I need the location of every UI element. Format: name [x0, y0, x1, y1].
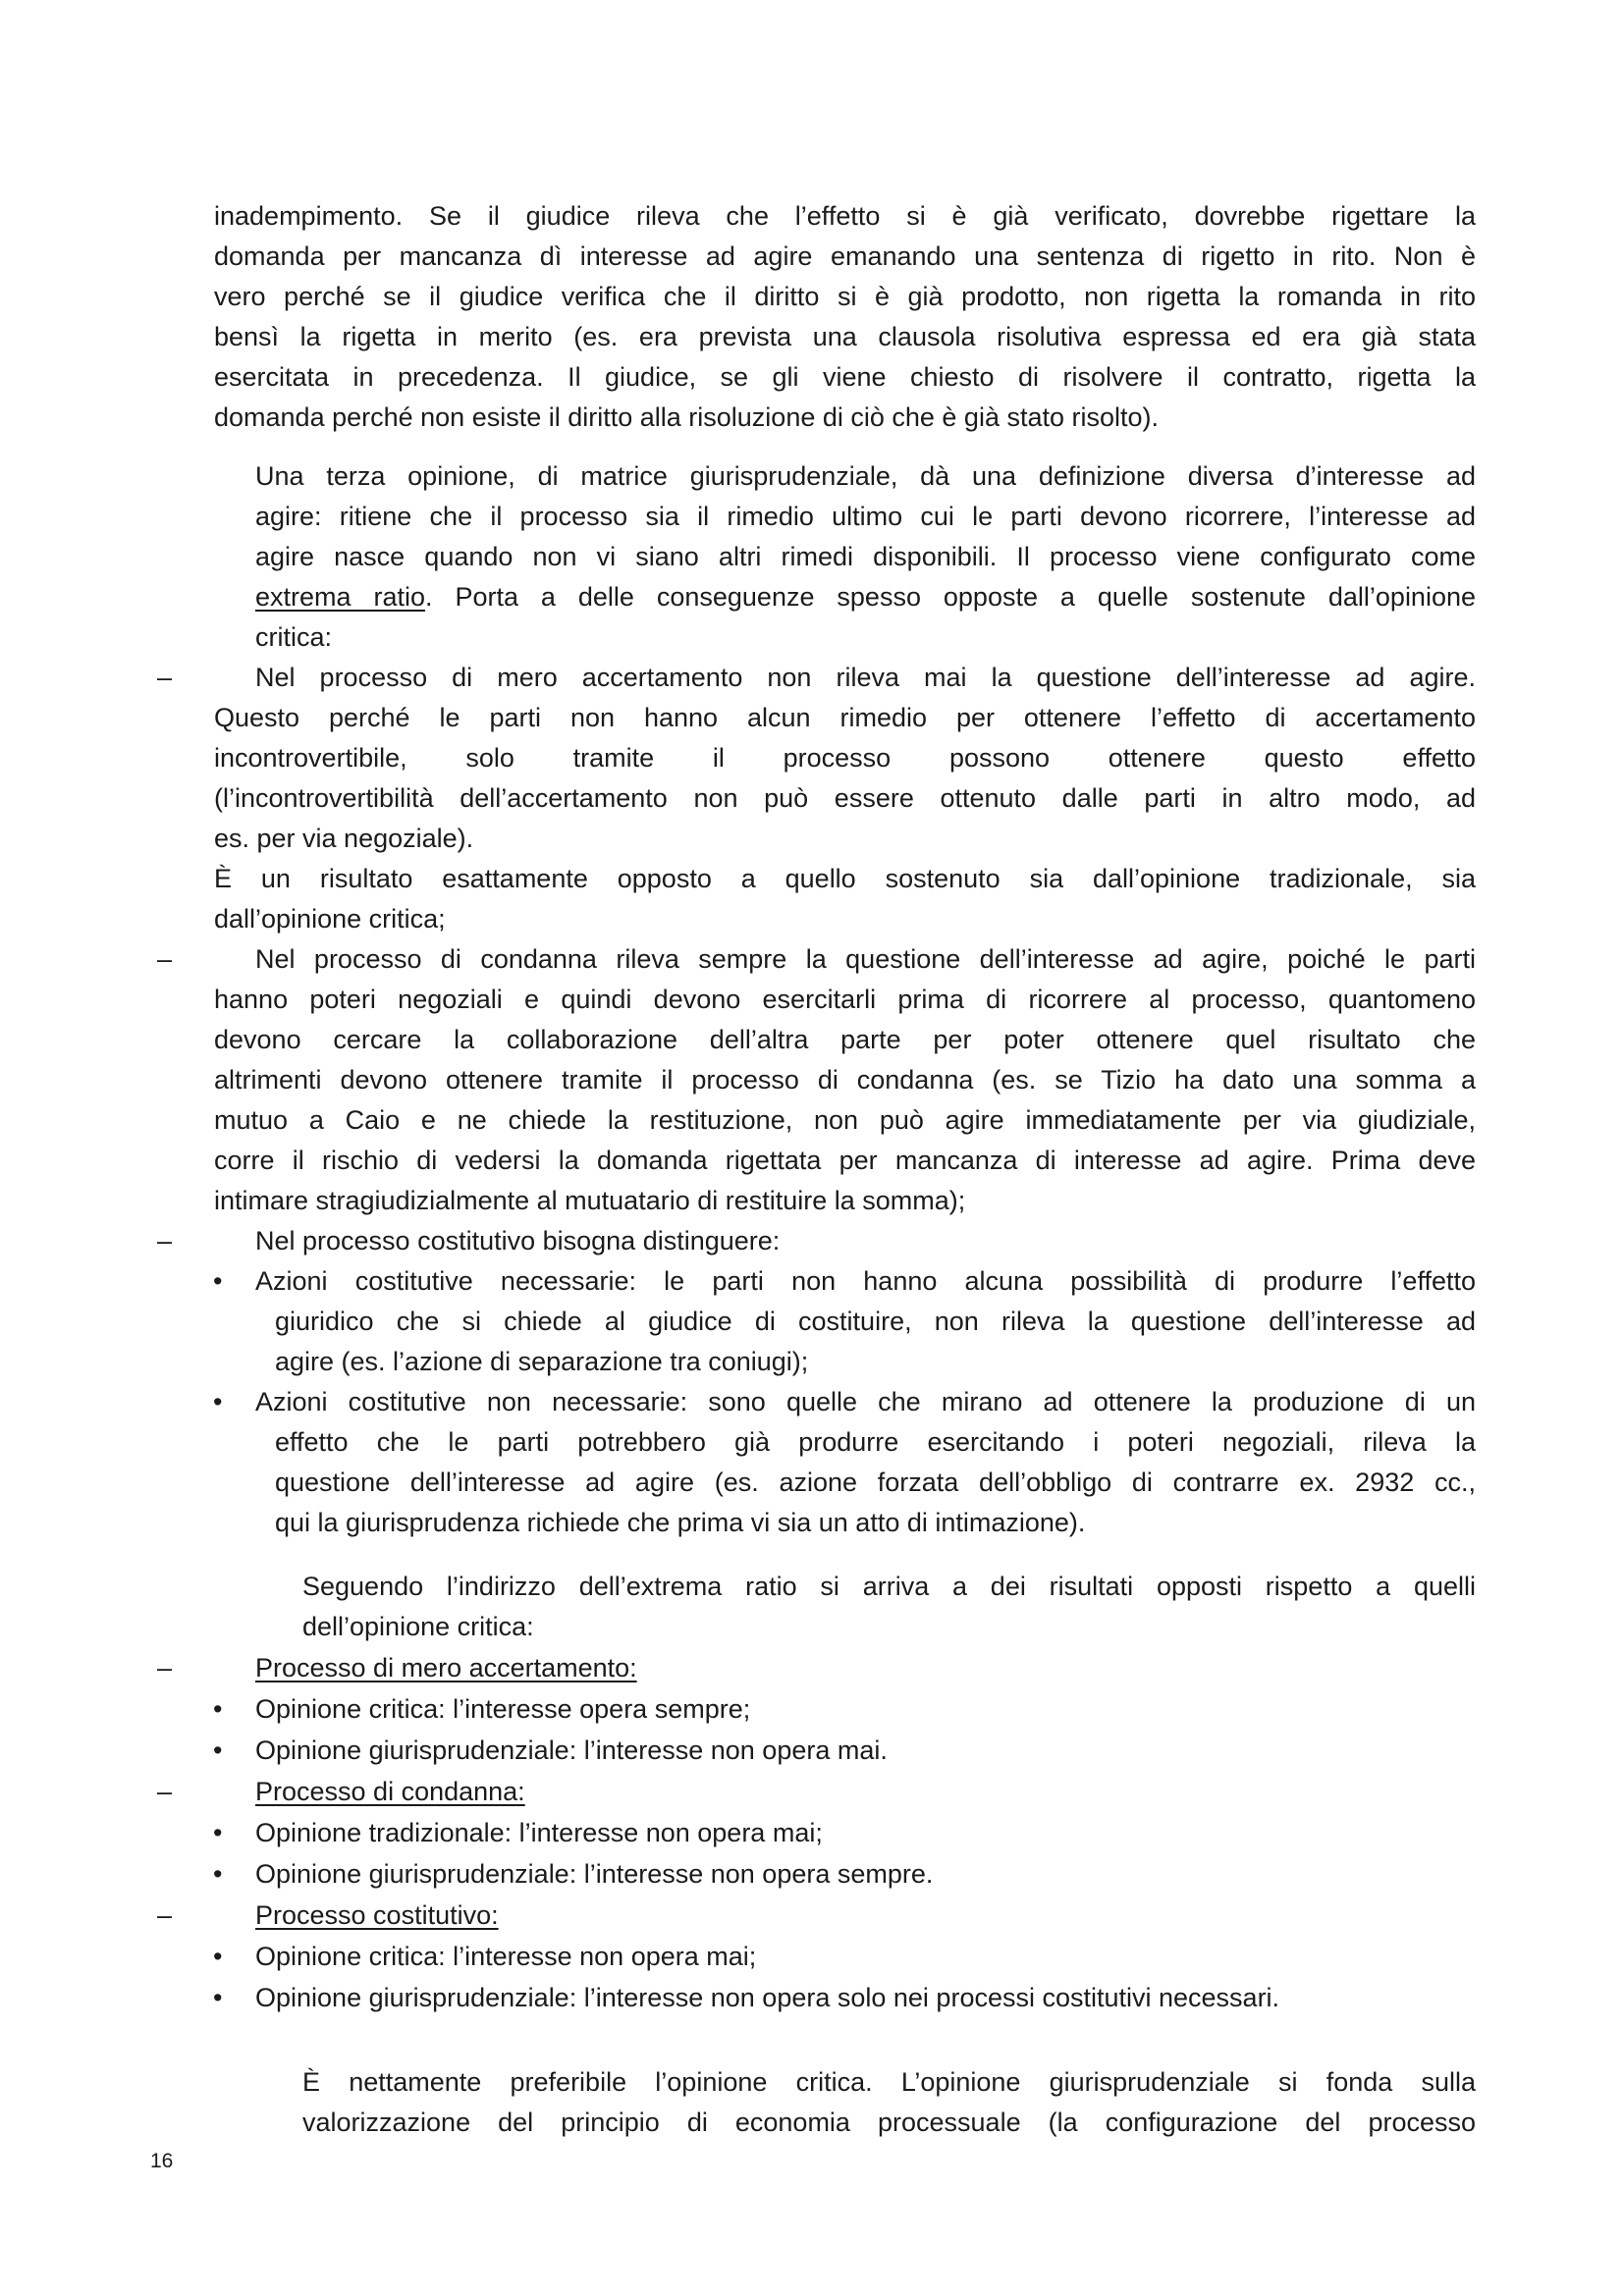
bullet-marker: • [213, 1387, 223, 1416]
bullet-marker: • [213, 1694, 223, 1724]
text-line: Questo perché le parti non hanno alcun rimedio per ottenere l’effetto di accertamento [214, 703, 1476, 732]
text-line: intimare stragiudizialmente al mutuatario di restituire la somma); [214, 1186, 966, 1215]
list-item-dash [157, 1221, 1476, 1261]
text-line: hanno poteri negoziali e quindi devono esercitarli prima di ricorrere al processo, quantomeno [214, 985, 1476, 1014]
text-line: incontrovertibile, solo tramite il processo possono ottenere questo effetto [214, 743, 1476, 773]
dash-marker: – [157, 944, 173, 974]
text-segment: Opinione tradizionale: l’interesse non opera mai; [255, 1818, 823, 1847]
text-segment: Nel processo di condanna rileva sempre la questione dell’interesse ad agire, poiché le parti [255, 944, 1476, 974]
text-line: agire: ritiene che il processo sia il rimedio ultimo cui le parti devono ricorrere, l’interesse ad [255, 502, 1476, 531]
text-segment: Nel processo costitutivo bisogna distinguere: [255, 1226, 781, 1255]
text-segment: Azioni costitutive necessarie: le parti non hanno alcuna possibilità di produrre l’effetto [255, 1266, 1476, 1296]
text-line: Una terza opinione, di matrice giurisprudenziale, dà una definizione diversa d’interesse ad [255, 461, 1476, 491]
text-line: domanda perché non esiste il diritto alla risoluzione di ciò che è già stato risolto). [214, 402, 1160, 432]
list-item-bullet [213, 1261, 1476, 1302]
bullet-marker: • [213, 1983, 223, 2012]
text-line: agire (es. l’azione di separazione tra coniugi); [275, 1347, 809, 1376]
text-segment: Azioni costitutive non necessarie: sono quelle che mirano ad ottenere la produzione di un [255, 1387, 1476, 1416]
page-body [0, 196, 1623, 2143]
section-heading: Processo di mero accertamento: [255, 1653, 637, 1682]
text-line: qui la giurisprudenza richiede che prima vi sia un atto di intimazione). [275, 1508, 1086, 1537]
text-line: altrimenti devono ottenere tramite il processo di condanna (es. se Tizio ha dato una somma a [214, 1065, 1476, 1095]
text-line: mutuo a Caio e ne chiede la restituzione, non può agire immediatamente per via giudiziale, [214, 1105, 1476, 1135]
list-item-bullet [213, 1688, 1476, 1730]
section-heading: Processo di condanna: [255, 1777, 525, 1806]
dash-marker: – [157, 1226, 173, 1255]
text-line: valorizzazione del principio di economia processuale (la configurazione del processo [302, 2108, 1476, 2137]
dash-marker: – [157, 1777, 173, 1806]
list-item-bullet [213, 1936, 1476, 1977]
text-segment: Opinione giurisprudenziale: l’interesse non opera sempre. [255, 1859, 934, 1889]
text-segment: Opinione giurisprudenziale: l’interesse non opera solo nei processi costitutivi necessari. [255, 1983, 1280, 2012]
text-line: inadempimento. Se il giudice rileva che l’effetto si è già verificato, dovrebbe rigettare la [214, 201, 1476, 231]
bullet-marker: • [213, 1942, 223, 1971]
text-segment: Opinione critica: l’interesse opera sempre; [255, 1694, 751, 1724]
text-line: critica: [255, 622, 333, 652]
list-item-bullet [213, 1853, 1476, 1895]
bullet-marker: • [213, 1818, 223, 1847]
text-segment: Opinione critica: l’interesse non opera mai; [255, 1942, 757, 1971]
text-line: domanda per mancanza dì interesse ad agire emanando una sentenza di rigetto in rito. Non è [214, 241, 1476, 271]
text-line: È nettamente preferibile l’opinione critica. L’opinione giurisprudenziale si fonda sulla [302, 2067, 1476, 2097]
summary-heading [157, 1895, 1476, 1936]
text-line: È un risultato esattamente opposto a quello sostenuto sia dall’opinione tradizionale, sia [214, 864, 1476, 893]
text-line: Seguendo l’indirizzo dell’extrema ratio si arriva a dei risultati opposti rispetto a quelli [302, 1572, 1476, 1601]
text-segment: . Porta a delle conseguenze spesso opposte a quelle sostenute dall’opinione [425, 582, 1476, 612]
text-line: effetto che le parti potrebbero già produrre esercitando i poteri negoziali, rileva la [275, 1427, 1476, 1457]
dash-marker: – [157, 663, 173, 692]
summary-heading [157, 1647, 1476, 1688]
list-item-bullet [213, 1812, 1476, 1853]
bullet-marker: • [213, 1859, 223, 1889]
text-line: vero perché se il giudice verifica che il diritto si è già prodotto, non rigetta la romanda in rito [214, 282, 1476, 311]
text-line: bensì la rigetta in merito (es. era prevista una clausola risolutiva espressa ed era già stata [214, 322, 1476, 351]
text-segment: Opinione giurisprudenziale: l’interesse non opera mai. [255, 1735, 888, 1765]
dash-marker: – [157, 1653, 173, 1682]
text-line: dall’opinione critica; [214, 904, 446, 934]
text-line: questione dell’interesse ad agire (es. azione forzata dell’obbligo di contrarre ex. 2932 cc., [275, 1468, 1476, 1497]
section-heading: Processo costitutivo: [255, 1900, 499, 1930]
text-line: giuridico che si chiede al giudice di costituire, non rileva la questione dell’interesse ad [275, 1307, 1476, 1336]
bullet-marker: • [213, 1735, 223, 1765]
list-item-bullet [213, 1977, 1476, 2018]
underlined-term: extrema ratio [255, 582, 425, 612]
text-segment: Nel processo di mero accertamento non rileva mai la questione dell’interesse ad agire. [255, 663, 1476, 692]
bullet-marker: • [213, 1266, 223, 1296]
text-line: agire nasce quando non vi siano altri rimedi disponibili. Il processo viene configurato come [255, 542, 1476, 571]
text-line: corre il rischio di vedersi la domanda rigettata per mancanza di interesse ad agire. Prima deve [214, 1146, 1476, 1175]
text-line: dell’opinione critica: [302, 1612, 534, 1641]
text-line: es. per via negoziale). [214, 824, 474, 853]
dash-marker: – [157, 1900, 173, 1930]
list-item-dash [157, 658, 1476, 698]
list-item-dash [157, 939, 1476, 980]
page-number: 16 [150, 2150, 174, 2172]
text-line [255, 577, 1476, 617]
text-line: (l’incontrovertibilità dell’accertamento non può essere ottenuto dalle parti in altro modo, ad [214, 783, 1476, 813]
text-line: devono cercare la collaborazione dell’altra parte per poter ottenere quel risultato che [214, 1025, 1476, 1054]
list-item-bullet [213, 1730, 1476, 1771]
summary-heading [157, 1771, 1476, 1812]
list-item-bullet [213, 1382, 1476, 1422]
text-line: esercitata in precedenza. Il giudice, se gli viene chiesto di risolvere il contratto, rigetta la [214, 362, 1476, 392]
